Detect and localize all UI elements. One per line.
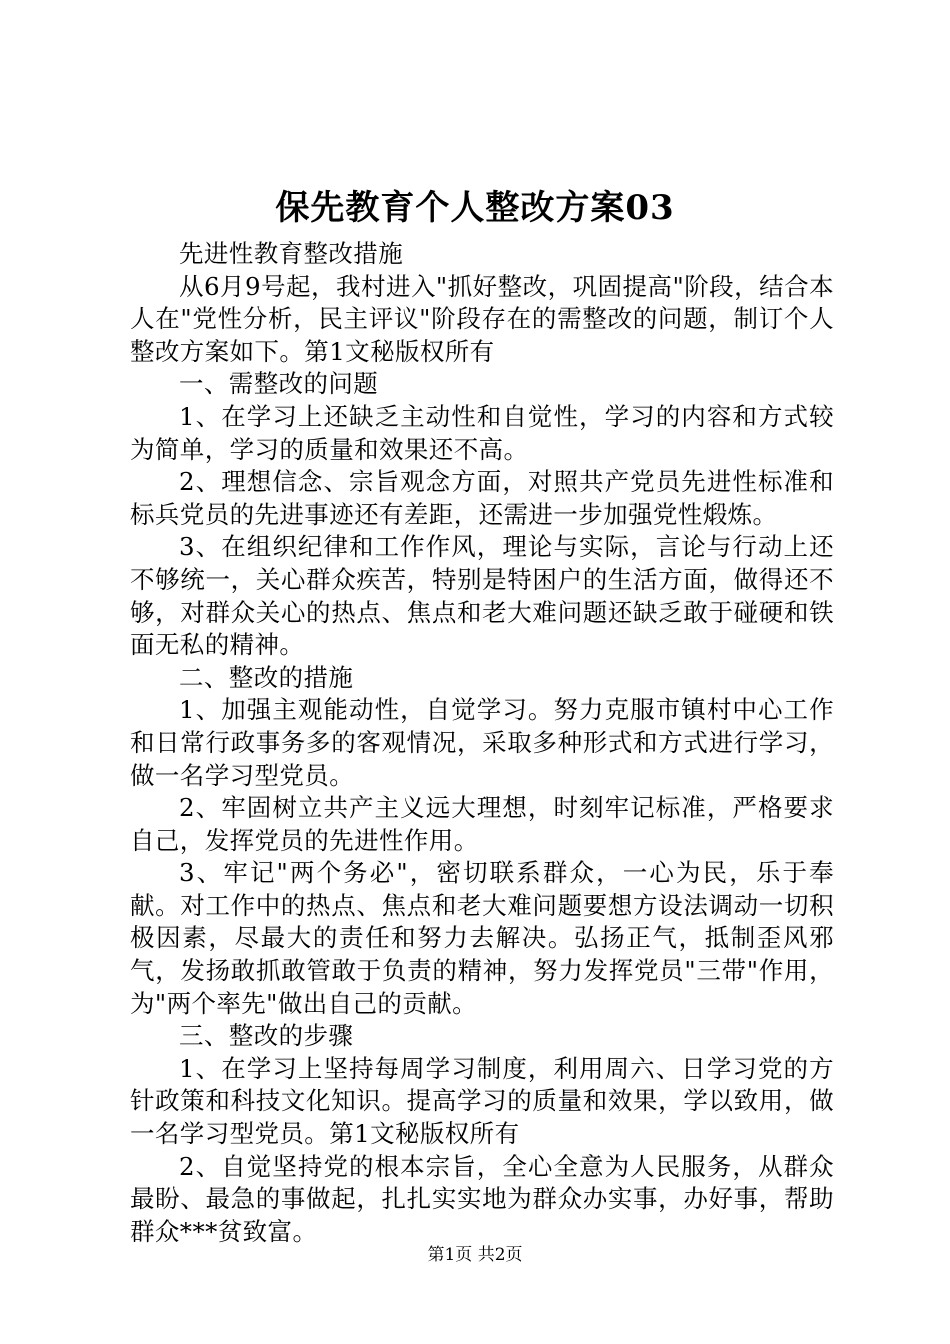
section-heading: 二、整改的措施	[179, 662, 354, 692]
page-number-footer: 第1页 共2页	[427, 1245, 523, 1265]
paragraph: 2、自觉坚持党的根本宗旨，全心全意为人民服务，从群众最盼、最急的事做起，扎扎实实地为群众办实事，办好事，帮助群众***贫致富。	[130, 1151, 834, 1246]
paragraph: 1、在学习上还缺乏主动性和自觉性，学习的内容和方式较为简单，学习的质量和效果还不高。	[130, 401, 834, 464]
document-title: 保先教育个人整改方案03	[275, 188, 675, 228]
paragraph: 2、牢固树立共产主义远大理想，时刻牢记标准，严格要求自己，发挥党员的先进性作用。	[130, 793, 834, 855]
paragraph: 1、加强主观能动性，自觉学习。努力克服市镇村中心工作和日常行政事务多的客观情况，采取多种形式和方式进行学习，做一名学习型党员。	[130, 695, 834, 790]
paragraph: 2、理想信念、宗旨观念方面，对照共产党员先进性标准和标兵党员的先进事迹还有差距，还需进一步加强党性煅炼。	[130, 467, 834, 529]
paragraph: 3、在组织纪律和工作作风，理论与实际，言论与行动上还不够统一，关心群众疾苦，特别是特困户的生活方面，做得还不够，对群众关心的热点、焦点和老大难问题还缺乏敢于碰硬和铁面无私的精神。	[130, 532, 834, 660]
section-heading: 一、需整改的问题	[179, 369, 379, 399]
document-body	[130, 238, 834, 1248]
paragraph: 3、牢记"两个务必"，密切联系群众，一心为民，乐于奉献。对工作中的热点、焦点和老大难问题要想方设法调动一切积极因素，尽最大的责任和努力去解决。弘扬正气，抵制歪风邪气，发扬敢抓敢管敢于负责的精神，努力发挥党员"三带"作用，为"两个率先"做出自己的贡献。	[130, 858, 834, 1018]
paragraph: 从6月9号起，我村进入"抓好整改，巩固提高"阶段，结合本人在"党性分析，民主评议"阶段存在的需整改的问题，制订个人整改方案如下。第1文秘版权所有	[130, 271, 834, 366]
section-heading: 三、整改的步骤	[179, 1021, 354, 1051]
paragraph: 先进性教育整改措施	[179, 239, 404, 268]
paragraph: 1、在学习上坚持每周学习制度，利用周六、日学习党的方针政策和科技文化知识。提高学习的质量和效果，学以致用，做一名学习型党员。第1文秘版权所有	[130, 1053, 834, 1149]
